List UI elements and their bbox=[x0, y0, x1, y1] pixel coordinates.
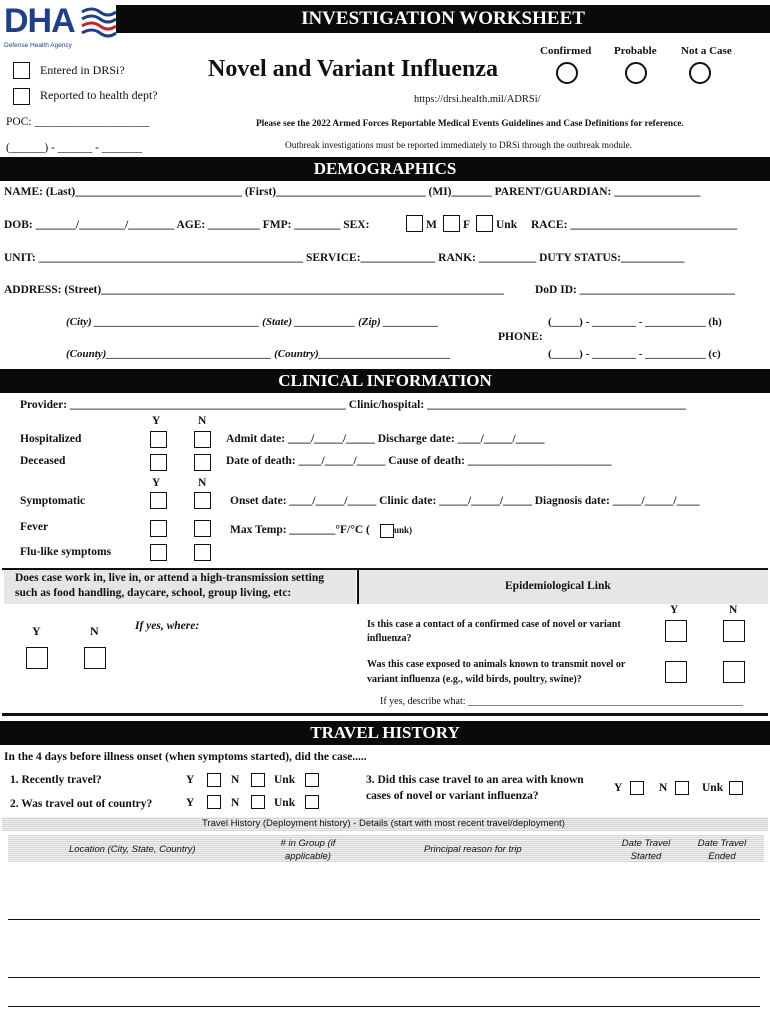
hospitalized-n-checkbox[interactable] bbox=[194, 431, 211, 448]
sex-f-label: F bbox=[463, 219, 471, 231]
sex-m-label: M bbox=[426, 219, 437, 231]
sex-unk-label: Unk bbox=[496, 219, 518, 231]
travel-q3-unk-label: Unk bbox=[702, 782, 724, 794]
phone-label: PHONE: bbox=[498, 331, 543, 343]
epi-q2-line2: variant influenza (e.g., wild birds, poultry, swine)? bbox=[367, 674, 582, 685]
epi-q1-n-checkbox[interactable] bbox=[723, 620, 745, 642]
entered-drsi-checkbox[interactable] bbox=[13, 62, 30, 79]
phone-c-field[interactable]: (_____) - ________ - ___________ (c) bbox=[548, 348, 721, 360]
entered-drsi-label: Entered in DRSi? bbox=[40, 63, 125, 77]
form-subtitle: Novel and Variant Influenza bbox=[208, 56, 499, 82]
travel-q3-n-checkbox[interactable] bbox=[675, 781, 689, 795]
guidelines-notice: Please see the 2022 Armed Forces Reportable Medical Events Guidelines and Case Definitions for reference. bbox=[256, 119, 684, 129]
travel-q2-y-label: Y bbox=[186, 797, 195, 809]
demographics-bar bbox=[0, 157, 770, 181]
epi-q1-line1: Is this case a contact of a confirmed case of novel or variant bbox=[367, 619, 621, 630]
epi-q1-y-checkbox[interactable] bbox=[665, 620, 687, 642]
travel-q3-n-label: N bbox=[659, 782, 668, 794]
travel-col-reason: Principal reason for trip bbox=[424, 844, 522, 855]
outbreak-notice: Outbreak investigations must be reported immediately to DRSi through the outbreak module. bbox=[285, 141, 633, 151]
transmission-question-1: Does case work in, live in, or attend a high-transmission setting bbox=[15, 572, 325, 584]
transmission-question-2: such as food handling, daycare, school, group living, etc: bbox=[15, 587, 292, 599]
transmission-n-label: N bbox=[90, 624, 99, 638]
drsi-url[interactable]: https://drsi.health.mil/ADRSi/ bbox=[414, 94, 541, 105]
phone-h-field[interactable]: (_____) - ________ - ___________ (h) bbox=[548, 316, 722, 328]
travel-q2-n-checkbox[interactable] bbox=[251, 795, 265, 809]
travel-row-line-3[interactable] bbox=[8, 1006, 760, 1007]
symptom-y-header: Y bbox=[152, 477, 161, 489]
epi-describe-field[interactable]: If yes, describe what: _______________________________________________________ bbox=[380, 696, 744, 707]
hosp-n-header: N bbox=[198, 415, 207, 427]
symptomatic-label: Symptomatic bbox=[20, 495, 86, 507]
symptom-n-header: N bbox=[198, 477, 207, 489]
symptomatic-n-checkbox[interactable] bbox=[194, 492, 211, 509]
travel-q1: 1. Recently travel? bbox=[10, 774, 102, 786]
sex-unk-checkbox[interactable] bbox=[476, 215, 493, 232]
epi-title: Epidemiological Link bbox=[505, 580, 611, 592]
travel-col-group: # in Group (if applicable) bbox=[280, 838, 336, 862]
travel-table-title: Travel History (Deployment history) - Details (start with most recent travel/deployment) bbox=[202, 818, 565, 829]
hosp-y-header: Y bbox=[152, 415, 161, 427]
name-row[interactable]: NAME: (Last)_____________________________ (First)__________________________ (MI)_______ PARENT/GUARDIAN: _______________ bbox=[4, 186, 701, 198]
travel-q1-n-checkbox[interactable] bbox=[251, 773, 265, 787]
epi-q2-y-checkbox[interactable] bbox=[665, 661, 687, 683]
fever-n-checkbox[interactable] bbox=[194, 520, 211, 537]
onset-row[interactable]: Onset date: ____/_____/_____ Clinic date: _____/_____/_____ Diagnosis date: _____/_____/____ bbox=[230, 495, 700, 507]
travel-q2-y-checkbox[interactable] bbox=[207, 795, 221, 809]
travel-q1-n-label: N bbox=[231, 774, 240, 786]
flu-like-n-checkbox[interactable] bbox=[194, 544, 211, 561]
worksheet-title-bar bbox=[116, 5, 770, 33]
not-a-case-radio[interactable] bbox=[689, 62, 711, 84]
poc-phone-field[interactable]: (______) - ______ - _______ bbox=[6, 142, 143, 154]
travel-q3-y-label: Y bbox=[614, 782, 623, 794]
travel-row-line-2[interactable] bbox=[8, 977, 760, 978]
travel-q1-y-checkbox[interactable] bbox=[207, 773, 221, 787]
flu-like-label: Flu-like symptoms bbox=[20, 546, 112, 558]
sex-m-checkbox[interactable] bbox=[406, 215, 423, 232]
probable-radio[interactable] bbox=[625, 62, 647, 84]
logo-text: DHA bbox=[4, 2, 75, 40]
clinical-title: CLINICAL INFORMATION bbox=[278, 371, 492, 390]
address-row[interactable]: ADDRESS: (Street)______________________________________________________________________ bbox=[4, 284, 504, 296]
demographics-title: DEMOGRAPHICS bbox=[313, 159, 457, 178]
transmission-y-label: Y bbox=[32, 624, 41, 638]
admit-discharge-row[interactable]: Admit date: ____/_____/_____ Discharge date: ____/_____/_____ bbox=[226, 433, 545, 445]
travel-q3-line1: 3. Did this case travel to an area with known bbox=[366, 774, 584, 786]
travel-q2-n-label: N bbox=[231, 797, 240, 809]
travel-q1-unk-checkbox[interactable] bbox=[305, 773, 319, 787]
travel-q2: 2. Was travel out of country? bbox=[10, 798, 153, 810]
reported-health-checkbox[interactable] bbox=[13, 88, 30, 105]
travel-col-location: Location (City, State, Country) bbox=[69, 844, 196, 855]
travel-row-line-1[interactable] bbox=[8, 919, 760, 920]
travel-col-ended: Date Travel Ended bbox=[697, 838, 747, 862]
transmission-n-checkbox[interactable] bbox=[84, 647, 106, 669]
epi-q1-line2: influenza? bbox=[367, 633, 412, 644]
deceased-label: Deceased bbox=[20, 455, 66, 467]
travel-q2-unk-label: Unk bbox=[274, 797, 296, 809]
travel-q3-unk-checkbox[interactable] bbox=[729, 781, 743, 795]
max-temp-field[interactable]: Max Temp: ________°F/°C ( bbox=[230, 524, 370, 536]
transmission-if-yes[interactable]: If yes, where: bbox=[135, 620, 200, 632]
transmission-y-checkbox[interactable] bbox=[26, 647, 48, 669]
travel-q2-unk-checkbox[interactable] bbox=[305, 795, 319, 809]
travel-q1-unk-label: Unk bbox=[274, 774, 296, 786]
epi-n-label: N bbox=[729, 604, 738, 616]
city-row[interactable]: (City) ______________________________ (State) ___________ (Zip) __________ bbox=[66, 316, 439, 328]
county-row[interactable]: (County)______________________________ (Country)________________________ bbox=[66, 348, 451, 360]
logo-subtext: Defense Health Agency bbox=[4, 42, 72, 49]
dod-id-field[interactable]: DoD ID: ___________________________ bbox=[535, 284, 735, 296]
travel-q3-line2: cases of novel or variant influenza? bbox=[366, 790, 539, 802]
temp-unk-label: unk) bbox=[394, 525, 413, 535]
travel-title: TRAVEL HISTORY bbox=[310, 723, 460, 742]
fever-label: Fever bbox=[20, 521, 49, 533]
reported-health-label: Reported to health dept? bbox=[40, 88, 158, 102]
epi-y-label: Y bbox=[670, 604, 679, 616]
flag-waves-icon bbox=[80, 6, 118, 38]
travel-bar bbox=[0, 721, 770, 745]
unit-row[interactable]: UNIT: ______________________________________________ SERVICE:_____________ RANK: __________ DUTY STATUS:___________ bbox=[4, 252, 685, 264]
travel-q3-y-checkbox[interactable] bbox=[630, 781, 644, 795]
temp-unk-checkbox[interactable] bbox=[380, 524, 394, 538]
dha-logo bbox=[4, 4, 116, 50]
deceased-n-checkbox[interactable] bbox=[194, 454, 211, 471]
confirmed-radio[interactable] bbox=[556, 62, 578, 84]
hospitalized-label: Hospitalized bbox=[20, 433, 82, 445]
provider-row[interactable]: Provider: ________________________________________________ Clinic/hospital: _____________________________________________ bbox=[20, 399, 686, 411]
hospitalized-y-checkbox[interactable] bbox=[150, 431, 167, 448]
clinical-bar bbox=[0, 369, 770, 393]
status-confirmed: Confirmed bbox=[540, 45, 592, 57]
status-probable: Probable bbox=[614, 45, 657, 57]
travel-col-started: Date Travel Started bbox=[621, 838, 671, 862]
death-row[interactable]: Date of death: ____/_____/_____ Cause of death: _________________________ bbox=[226, 455, 612, 467]
symptomatic-y-checkbox[interactable] bbox=[150, 492, 167, 509]
deceased-y-checkbox[interactable] bbox=[150, 454, 167, 471]
race-field[interactable]: RACE: _____________________________ bbox=[531, 219, 738, 231]
worksheet-title: INVESTIGATION WORKSHEET bbox=[301, 8, 585, 29]
sex-f-checkbox[interactable] bbox=[443, 215, 460, 232]
epi-q2-n-checkbox[interactable] bbox=[723, 661, 745, 683]
dob-row[interactable]: DOB: _______/________/________ AGE: _________ FMP: ________ SEX: bbox=[4, 219, 370, 231]
travel-q1-y-label: Y bbox=[186, 774, 195, 786]
box-divider bbox=[357, 570, 359, 604]
poc-field[interactable]: POC: ____________________ bbox=[6, 116, 150, 128]
status-not-a-case: Not a Case bbox=[681, 45, 732, 57]
fever-y-checkbox[interactable] bbox=[150, 520, 167, 537]
travel-intro: In the 4 days before illness onset (when symptoms started), did the case..... bbox=[4, 751, 367, 763]
flu-like-y-checkbox[interactable] bbox=[150, 544, 167, 561]
epi-q2-line1: Was this case exposed to animals known to transmit novel or bbox=[367, 659, 626, 670]
